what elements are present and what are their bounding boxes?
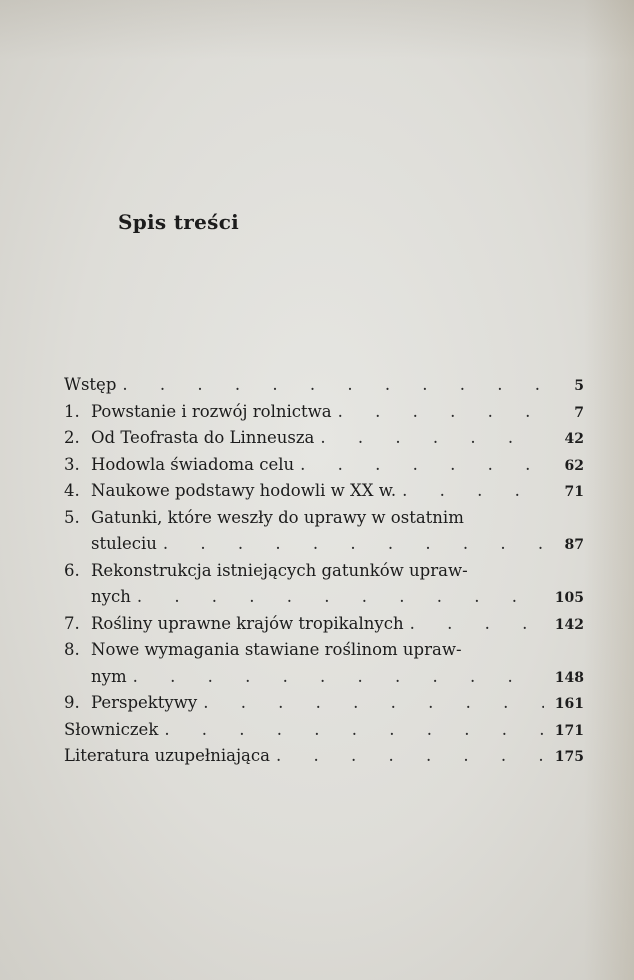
- toc-entry-title: Rośliny uprawne krajów tropikalnych: [91, 613, 404, 633]
- toc-entry-chapter-7: [64, 611, 584, 638]
- toc-entry-chapter-6: [64, 558, 584, 585]
- toc-chapter-number: 5.: [64, 507, 80, 527]
- toc-page-number: 42: [564, 431, 584, 447]
- toc-entry-chapter-5: [64, 505, 584, 532]
- toc-entry-chapter-1: [64, 399, 584, 426]
- toc-entry-chapter-5-continued: [64, 531, 584, 558]
- toc-entry-chapter-9: [64, 690, 584, 717]
- toc-chapter-number: 1.: [64, 401, 80, 421]
- toc-page-number: 175: [554, 749, 584, 765]
- toc-page-number: 62: [564, 457, 584, 474]
- toc-chapter-number: 6.: [64, 560, 80, 580]
- page-shading-top: [0, 0, 634, 60]
- toc-entry-chapter-8: [64, 637, 584, 664]
- toc-entry-title: nych: [91, 587, 131, 606]
- dot-leader: [410, 611, 544, 638]
- dot-leader: [163, 531, 544, 558]
- toc-entry-chapter-4: [64, 478, 584, 505]
- toc-entry-glossary: [64, 717, 584, 744]
- toc-chapter-number: 7.: [64, 613, 80, 633]
- toc-entry-chapter-2: [64, 425, 584, 452]
- dot-leader: [122, 372, 544, 399]
- dot-leader: [402, 478, 544, 505]
- toc-page-number: 87: [564, 537, 584, 553]
- toc-entry-bibliography: [64, 743, 584, 770]
- toc-entry-intro: [64, 372, 584, 399]
- toc-entry-title: Powstanie i rozwój rolnictwa: [91, 401, 332, 421]
- toc-page-number: 5: [574, 378, 584, 394]
- page-shading-right: [584, 0, 634, 980]
- toc-entry-chapter-8-continued: [64, 664, 584, 691]
- dot-leader: [203, 690, 544, 717]
- dot-leader: [137, 584, 544, 611]
- toc-page-number: 171: [554, 722, 584, 739]
- page-title: Spis treści: [118, 210, 240, 234]
- toc-entry-title: Gatunki, które weszły do uprawy w ostatnim: [91, 507, 464, 527]
- toc-page-number: 71: [564, 484, 584, 500]
- dot-leader: [133, 664, 544, 691]
- toc-chapter-number: 8.: [64, 640, 80, 659]
- dot-leader: [338, 399, 544, 426]
- dot-leader: [320, 425, 544, 452]
- toc-page-number: 105: [554, 590, 584, 606]
- toc-page-number: 7: [574, 404, 584, 421]
- toc-entry-title: Od Teofrasta do Linneusza: [91, 428, 315, 447]
- toc-chapter-number: 4.: [64, 481, 80, 500]
- toc-page-number: 142: [554, 616, 584, 633]
- toc-entry-title: Perspektywy: [91, 693, 198, 712]
- toc-page-number: 148: [554, 669, 584, 686]
- toc-entry-title: nym: [91, 666, 127, 686]
- dot-leader: [276, 743, 544, 770]
- toc-chapter-number: 9.: [64, 693, 80, 712]
- toc-chapter-number: 2.: [64, 428, 80, 447]
- dot-leader: [300, 452, 544, 479]
- toc-entry-title: stuleciu: [91, 534, 157, 553]
- toc-entry-chapter-3: [64, 452, 584, 479]
- toc-entry-title: Hodowla świadoma celu: [91, 454, 295, 474]
- toc-chapter-number: 3.: [64, 454, 80, 474]
- toc-entry-title: Wstęp: [64, 375, 117, 394]
- toc-entry-title: Naukowe podstawy hodowli w XX w.: [91, 481, 397, 500]
- table-of-contents: [64, 372, 584, 770]
- toc-entry-title: Nowe wymagania stawiane roślinom upraw-: [91, 640, 462, 659]
- toc-page-number: 161: [554, 696, 584, 712]
- toc-entry-title: Słowniczek: [64, 719, 159, 739]
- toc-entry-title: Literatura uzupełniająca: [64, 746, 270, 765]
- toc-entry-chapter-6-continued: [64, 584, 584, 611]
- dot-leader: [164, 717, 544, 744]
- toc-entry-title: Rekonstrukcja istniejących gatunków upraw-: [91, 560, 468, 580]
